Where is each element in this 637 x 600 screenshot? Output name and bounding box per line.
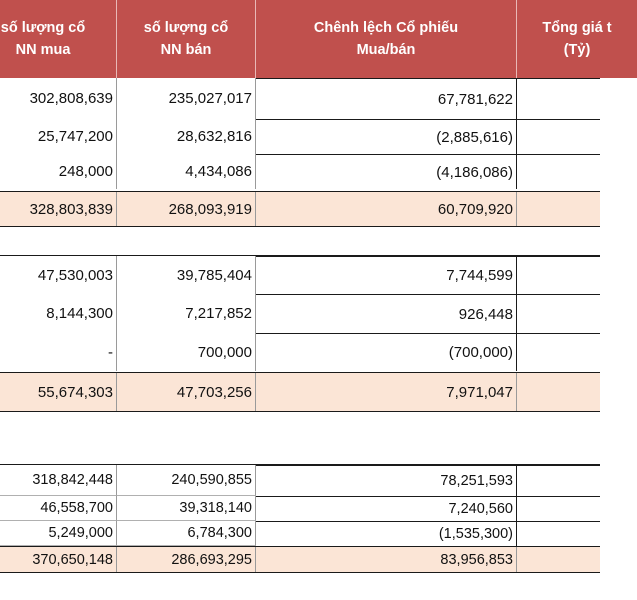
header-line: Chênh lệch Cổ phiếu xyxy=(313,20,459,36)
header-line: NN bán xyxy=(160,42,212,58)
table-cell[interactable]: 248,000 xyxy=(0,154,117,189)
total-cell[interactable]: 7,971,047 xyxy=(256,373,517,411)
table-cell[interactable]: 7,240,560 xyxy=(256,496,517,521)
table-cell[interactable]: - xyxy=(0,333,117,371)
table-cell[interactable] xyxy=(517,333,600,371)
table-cell[interactable] xyxy=(517,154,600,189)
header-line: (Tỷ) xyxy=(563,42,591,58)
table-row xyxy=(0,154,600,189)
table-cell[interactable]: 39,785,404 xyxy=(117,256,256,294)
table-cell[interactable]: 47,530,003 xyxy=(0,256,117,294)
header-line: NN mua xyxy=(15,42,71,58)
table-cell[interactable] xyxy=(517,119,600,154)
header-net-difference[interactable] xyxy=(256,0,517,78)
table-cell[interactable]: 235,027,017 xyxy=(117,78,256,119)
table-cell[interactable] xyxy=(517,256,600,294)
table-cell[interactable]: 39,318,140 xyxy=(117,496,256,521)
table-cell[interactable]: 46,558,700 xyxy=(0,496,117,521)
table-cell[interactable]: 318,842,448 xyxy=(0,465,117,496)
table-cell[interactable] xyxy=(517,78,600,119)
total-row xyxy=(0,372,600,412)
table-cell[interactable] xyxy=(517,465,600,496)
total-cell[interactable]: 370,650,148 xyxy=(0,547,117,572)
table-row xyxy=(0,256,600,294)
table-cell[interactable]: 8,144,300 xyxy=(0,294,117,333)
table-cell[interactable]: (1,535,300) xyxy=(256,521,517,546)
table-row xyxy=(0,294,600,333)
header-nn-buy-volume[interactable] xyxy=(0,0,117,78)
table-row xyxy=(0,333,600,371)
header-nn-sell-volume[interactable] xyxy=(117,0,256,78)
table-row xyxy=(0,465,600,496)
table-cell[interactable]: 28,632,816 xyxy=(117,119,256,154)
table-cell[interactable] xyxy=(517,496,600,521)
table-cell[interactable]: 700,000 xyxy=(117,333,256,371)
total-row xyxy=(0,191,600,227)
table-cell[interactable]: (700,000) xyxy=(256,333,517,371)
table-cell[interactable]: 5,249,000 xyxy=(0,521,117,546)
table-cell[interactable]: 7,744,599 xyxy=(256,256,517,294)
table-cell[interactable]: 240,590,855 xyxy=(117,465,256,496)
header-line: số lượng cổ xyxy=(0,20,86,36)
table-cell[interactable]: 78,251,593 xyxy=(256,465,517,496)
total-cell[interactable]: 286,693,295 xyxy=(117,547,256,572)
table-row xyxy=(0,496,600,521)
table-cell[interactable] xyxy=(517,521,600,546)
header-line: số lượng cổ xyxy=(143,20,229,36)
total-cell[interactable]: 60,709,920 xyxy=(256,192,517,226)
table-cell[interactable]: 67,781,622 xyxy=(256,78,517,119)
total-cell[interactable]: 328,803,839 xyxy=(0,192,117,226)
table-cell[interactable]: 7,217,852 xyxy=(117,294,256,333)
table-cell[interactable]: 25,747,200 xyxy=(0,119,117,154)
total-cell[interactable]: 268,093,919 xyxy=(117,192,256,226)
table-row xyxy=(0,119,600,154)
table-cell[interactable]: 6,784,300 xyxy=(117,521,256,546)
total-cell[interactable]: 55,674,303 xyxy=(0,373,117,411)
table-cell[interactable]: (2,885,616) xyxy=(256,119,517,154)
table-cell[interactable]: 302,808,639 xyxy=(0,78,117,119)
table-cell[interactable]: 926,448 xyxy=(256,294,517,333)
table-row xyxy=(0,521,600,546)
total-cell[interactable]: 47,703,256 xyxy=(117,373,256,411)
header-line: Mua/bán xyxy=(356,42,416,58)
total-cell[interactable] xyxy=(517,192,600,226)
total-cell[interactable]: 83,956,853 xyxy=(256,547,517,572)
table-row xyxy=(0,78,600,119)
total-cell[interactable] xyxy=(517,547,600,572)
table-cell[interactable]: 4,434,086 xyxy=(117,154,256,189)
table-cell[interactable] xyxy=(517,294,600,333)
total-cell[interactable] xyxy=(517,373,600,411)
table-cell[interactable]: (4,186,086) xyxy=(256,154,517,189)
header-line: Tổng giá t xyxy=(542,20,612,36)
header-total-value[interactable] xyxy=(517,0,637,78)
total-row xyxy=(0,546,600,573)
